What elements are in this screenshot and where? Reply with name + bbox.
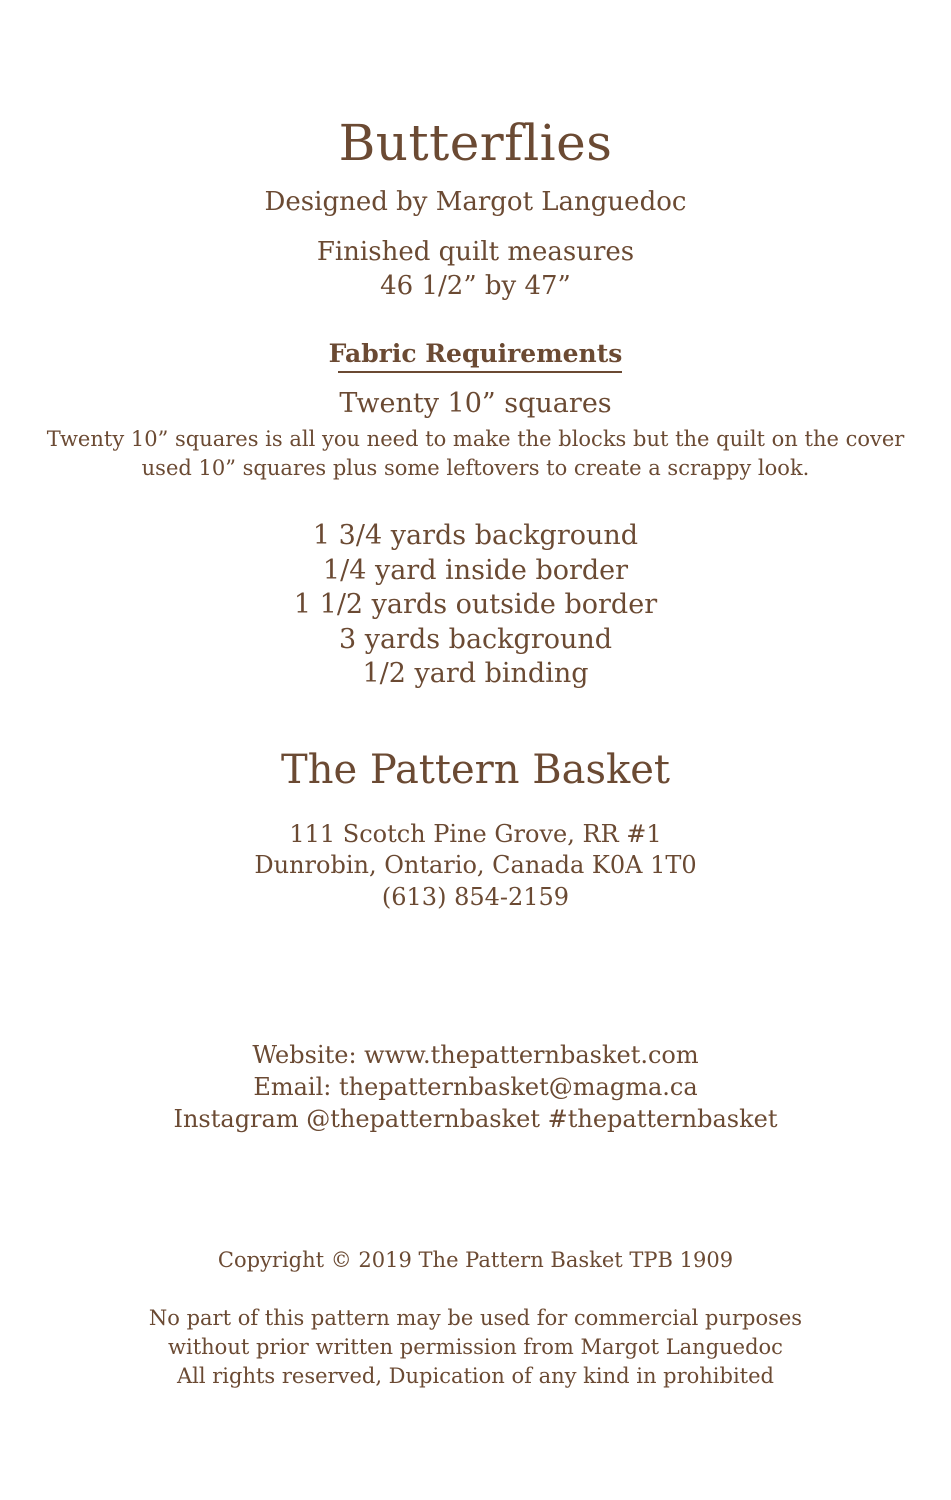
email-link[interactable]: Email: thepatternbasket@magma.ca [253,1073,698,1101]
copyright-notice: Copyright © 2019 The Pattern Basket TPB 1909 [217,1248,734,1272]
address-line: Dunrobin, Ontario, Canada K0A 1T0 [254,851,697,879]
legal-notice-line: No part of this pattern may be used for commercial purposes [148,1306,803,1330]
phone-number: (613) 854-2159 [381,883,570,911]
fabric-requirement-item: 1/4 yard inside border [322,555,629,586]
designer-credit: Designed by Margot Languedoc [264,187,687,217]
measures-value: 46 1/2” by 47” [380,271,571,301]
measures-label: Finished quilt measures [316,237,635,267]
fabric-requirement-item: 1 1/2 yards outside border [293,589,658,620]
fabric-requirement-item: 1 3/4 yards background [312,520,639,551]
company-name: The Pattern Basket [281,747,670,793]
legal-notice-line: without prior written permission from Margot Languedoc [168,1335,783,1359]
pattern-title: Butterflies [338,114,613,172]
instagram-link[interactable]: Instagram @thepatternbasket #thepatternbasket [173,1105,778,1133]
heading-underline [338,371,622,373]
squares-note-line: Twenty 10” squares is all you need to make the blocks but the quilt on the cover [46,427,905,451]
fabric-requirement-item: 1/2 yard binding [362,658,589,689]
squares-requirement: Twenty 10” squares [339,388,612,419]
website-link[interactable]: Website: www.thepatternbasket.com [252,1041,699,1069]
fabric-requirement-item: 3 yards background [338,624,613,655]
fabric-requirements-heading: Fabric Requirements [328,339,623,368]
legal-notice-line: All rights reserved, Dupication of any kind in prohibited [177,1364,774,1388]
squares-note-line: used 10” squares plus some leftovers to create a scrappy look. [141,456,810,480]
address-line: 111 Scotch Pine Grove, RR #1 [289,820,662,848]
